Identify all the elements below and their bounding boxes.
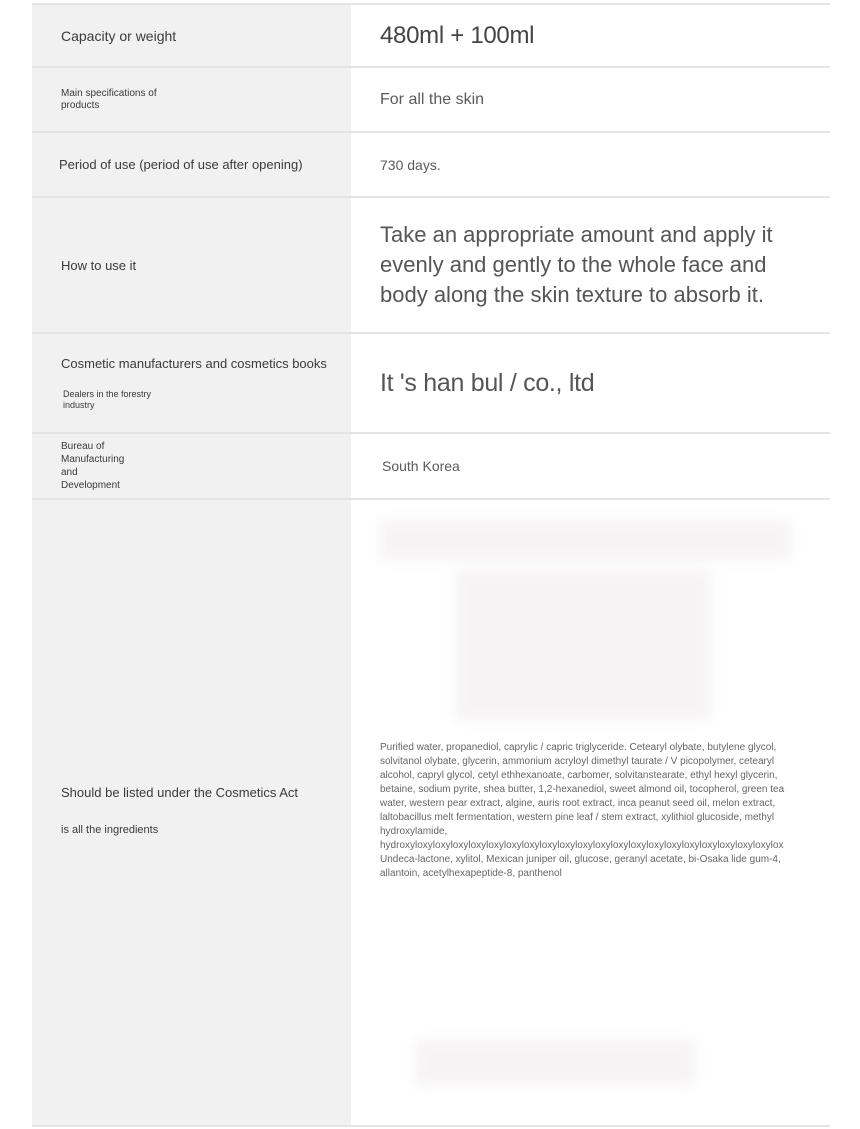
how-to-use-label: How to use it <box>61 257 137 273</box>
row-label <box>32 198 351 332</box>
row-specifications <box>32 68 830 133</box>
row-origin <box>32 434 830 500</box>
row-value <box>351 334 830 432</box>
manufacturer-value: It 's han bul / co., ltd <box>380 368 595 397</box>
capacity-label: Capacity or weight <box>61 27 177 44</box>
origin-value: South Korea <box>382 458 460 474</box>
row-label <box>32 5 351 66</box>
capacity-value: 480ml + 100ml <box>380 21 535 49</box>
row-label <box>32 500 351 1125</box>
origin-label: Bureau of Manufacturing and Development <box>61 441 125 491</box>
ingredients-value: Purified water, propanediol, caprylic / capric triglyceride. Cetearyl olybate, butylene glycol, solvitanol olybate, glycerin, ammonium acryloyl dimethyl taurate / V picopolymer, cetearyl alcohol, capryl glycol, cetyl ethhexanoate, carbomer, solvitanstearate, ethyl hexyl glycerin, betaine, sodium pyrite, shea butter, 1,2-hexanediol, sweet almond oil, tocopherol, green tea water, western pear extract, algine, auris root extract, inca peanut seed oil, melon extract, laltobacillus melt fermentation, western pine leaf / stem extract, xylithiol glucoside, methyl hydroxylamide, hydroxyloxyloxyloxyloxyloxyloxyloxyloxyloxyloxyloxyloxyloxyloxyloxyloxyloxyloxyloxyloxylox Undeca-lactone, xylitol, Mexican juniper oil, glucose, geranyl acetate, bi-Osaka lide gum-4, allantoin, acetylhexapeptide-8, panthenol <box>380 742 785 879</box>
specifications-label: Main specifications of products <box>61 87 157 111</box>
product-info-table <box>32 3 830 1127</box>
faded-watermark <box>415 1040 695 1085</box>
ingredients-label: Should be listed under the Cosmetics Act <box>61 785 299 800</box>
period-value: 730 days. <box>380 156 441 173</box>
row-value <box>351 68 830 131</box>
row-manufacturer <box>32 334 830 434</box>
manufacturer-sublabel: Dealers in the forestry industry <box>63 388 152 410</box>
row-value <box>351 198 830 332</box>
period-label: Period of use (period of use after opening) <box>59 157 303 172</box>
row-label <box>32 434 351 498</box>
row-label <box>32 334 351 432</box>
row-period-of-use <box>32 133 830 198</box>
faded-watermark <box>455 570 710 720</box>
row-value <box>351 133 830 196</box>
row-how-to-use <box>32 198 830 334</box>
row-label <box>32 68 351 131</box>
row-capacity <box>32 3 830 68</box>
ingredients-sublabel: is all the ingredients <box>61 824 159 836</box>
how-to-use-value: Take an appropriate amount and apply it evenly and gently to the whole face and body along the skin texture to absorb it. <box>380 222 773 307</box>
row-value <box>351 434 830 498</box>
manufacturer-label: Cosmetic manufacturers and cosmetics books <box>61 355 327 371</box>
row-label <box>32 133 351 196</box>
row-value <box>351 5 830 66</box>
row-ingredients <box>32 500 830 1127</box>
faded-watermark <box>380 520 790 560</box>
specifications-value: For all the skin <box>380 90 485 108</box>
